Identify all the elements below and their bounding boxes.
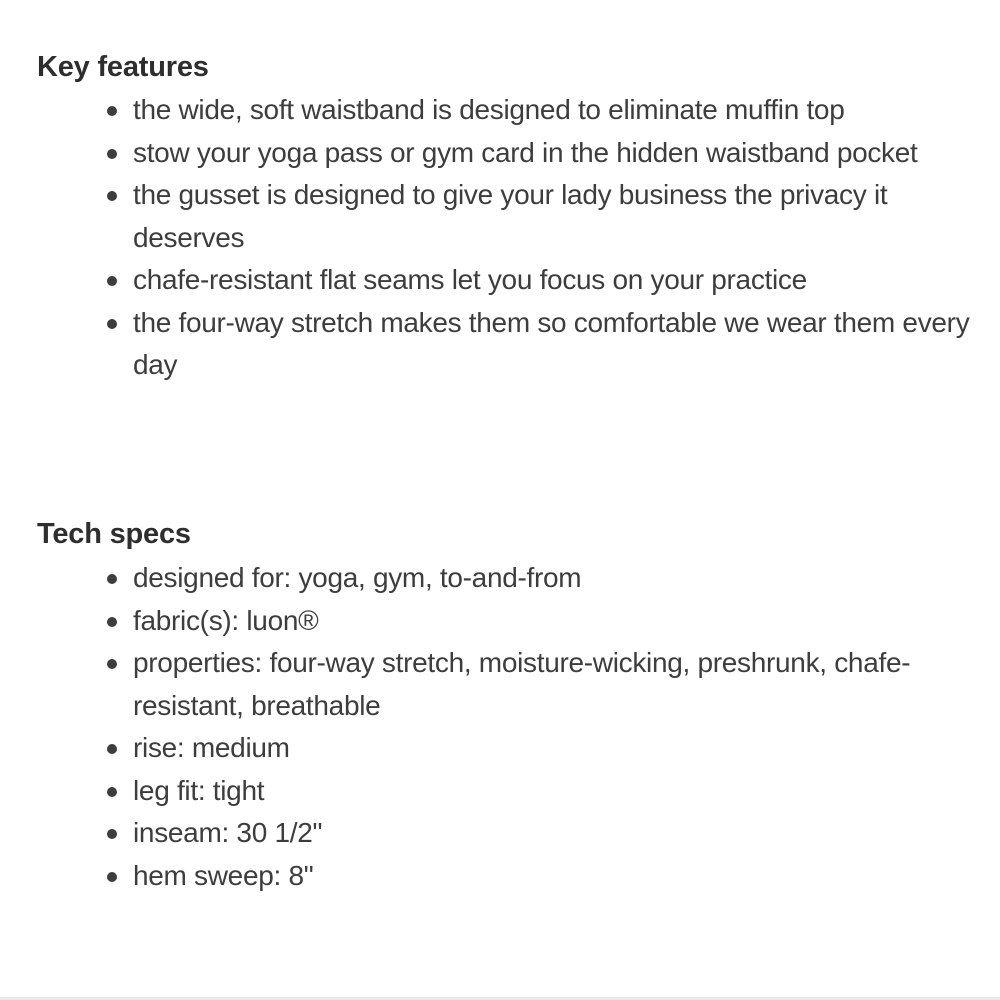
tech-spec-item [0,557,1000,600]
tech-spec-item [0,770,1000,813]
key-feature-text: chafe-resistant flat seams let you focus on your practice [133,264,807,295]
tech-spec-text: rise: medium [133,732,290,763]
tech-spec-text: hem sweep: 8" [133,859,314,891]
tech-spec-item [0,727,1000,770]
key-feature-text: the gusset is designed to give your lady business the privacy it deserves [133,179,888,253]
bullet-icon [107,659,117,669]
bullet-icon [107,276,117,286]
key-feature-item [0,259,1000,302]
tech-specs-list [0,557,1000,897]
bullet-icon [107,787,117,797]
key-feature-text: the wide, soft waistband is designed to eliminate muffin top [133,94,845,125]
bullet-icon [107,872,117,882]
tech-spec-item [0,855,1000,898]
tech-spec-text: fabric(s): luon® [133,604,319,636]
key-feature-item [0,174,1000,259]
key-features-heading: Key features [37,51,209,83]
bullet-icon [107,574,117,584]
bullet-icon [107,191,117,201]
bullet-icon [107,149,117,159]
bullet-icon [107,829,117,839]
bullet-icon [107,319,117,329]
tech-specs-heading: Tech specs [37,518,191,550]
tech-spec-text: inseam: 30 1/2" [133,817,323,848]
tech-spec-text: properties: four-way stretch, moisture-wicking, preshrunk, chafe-resistant, breathable [133,647,911,721]
key-feature-item [0,132,1000,175]
tech-spec-item [0,600,1000,643]
bullet-icon [107,106,117,116]
key-feature-text: stow your yoga pass or gym card in the hidden waistband pocket [133,136,918,168]
key-feature-item [0,302,1000,387]
bullet-icon [107,617,117,627]
tech-spec-item [0,812,1000,855]
tech-spec-item [0,642,1000,727]
bullet-icon [107,744,117,754]
key-features-list [0,89,1000,387]
tech-spec-text: leg fit: tight [133,774,265,806]
key-feature-item [0,89,1000,132]
key-feature-text: the four-way stretch makes them so comfortable we wear them every day [133,306,970,380]
tech-spec-text: designed for: yoga, gym, to-and-from [133,562,582,593]
